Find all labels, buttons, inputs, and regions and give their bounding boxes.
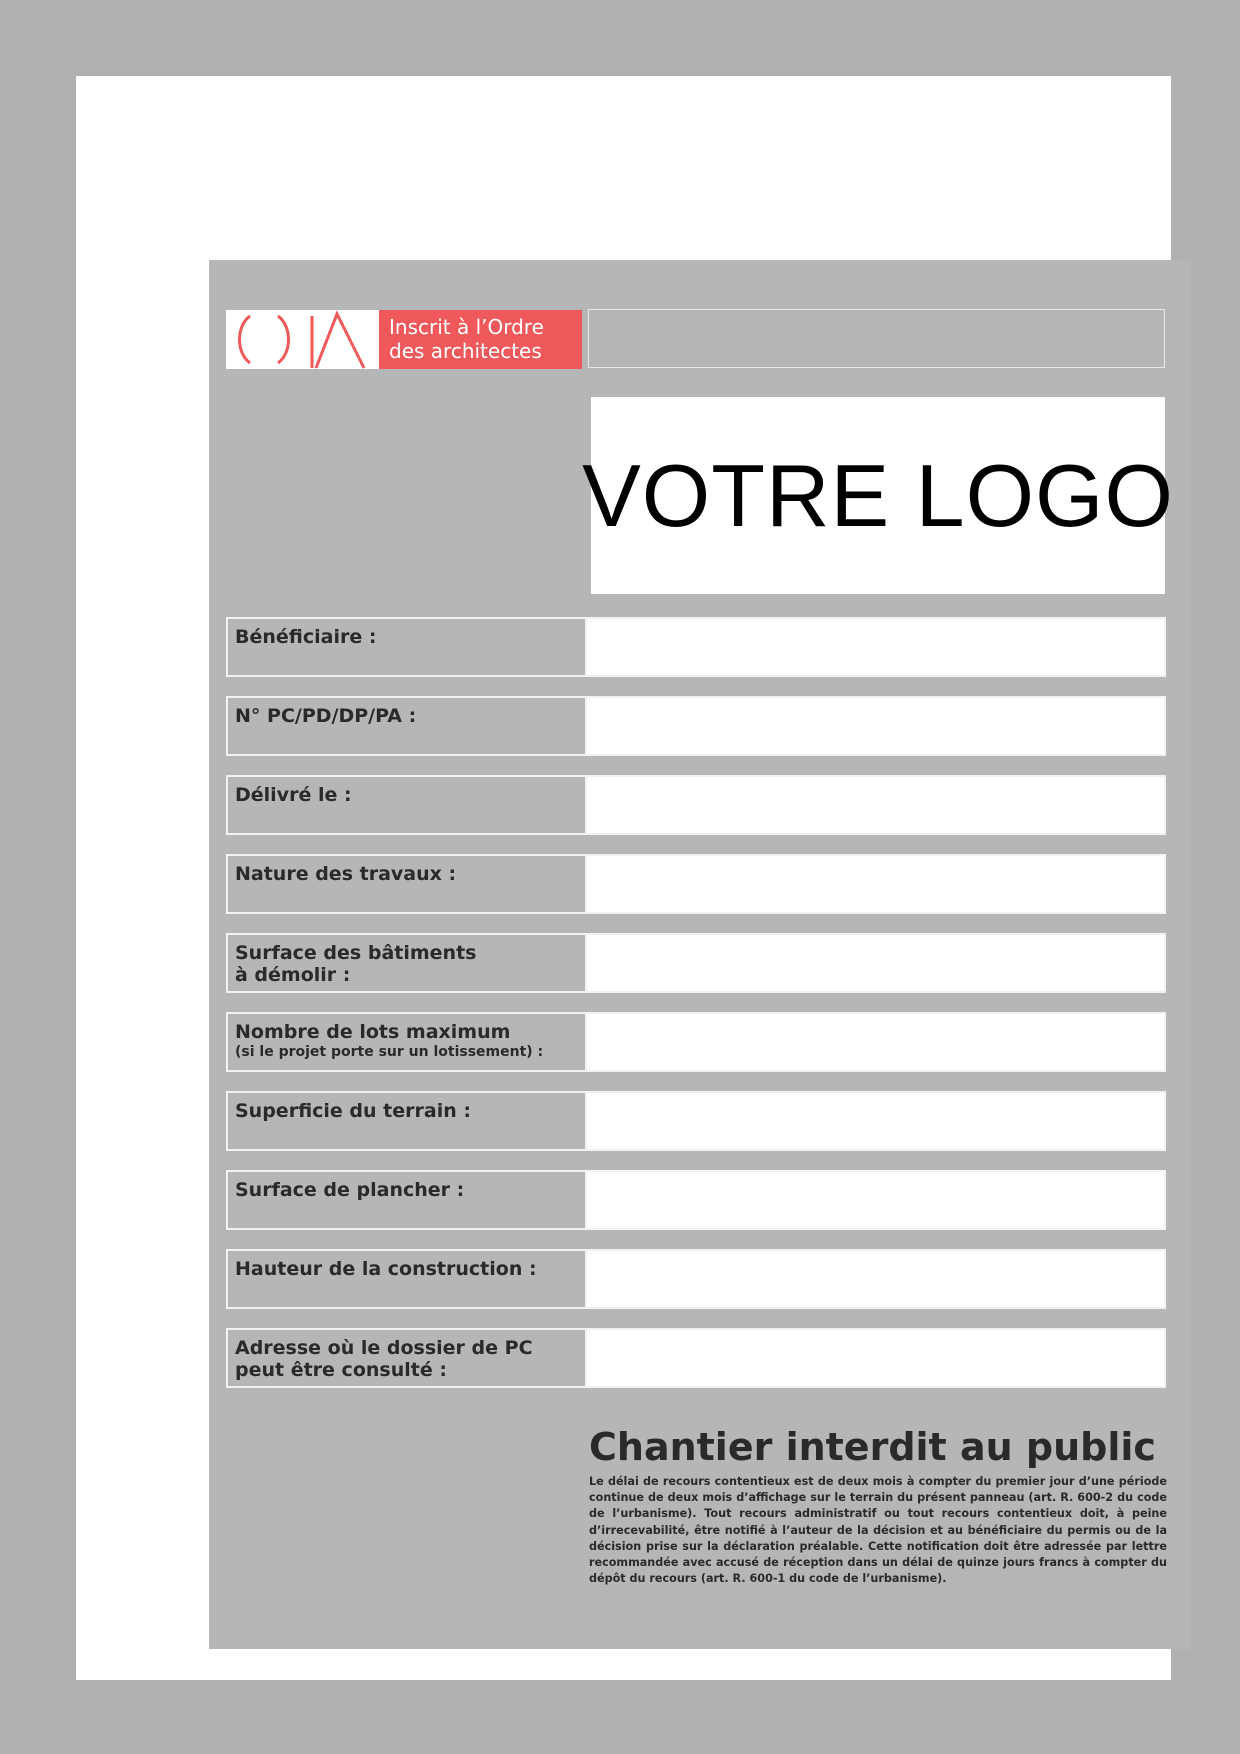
field-label: Nombre de lots maximum (si le projet porte sur un lotissement) :	[228, 1014, 587, 1070]
architect-name-box[interactable]	[588, 309, 1165, 368]
oa-text-line-2: des architectes	[389, 339, 542, 363]
field-value-nature-travaux[interactable]	[587, 856, 1164, 912]
notice-title: Chantier interdit au public	[589, 1425, 1156, 1469]
oa-monogram-icon	[226, 310, 379, 369]
field-surface-demolir	[226, 933, 1166, 993]
field-superficie-terrain	[226, 1091, 1166, 1151]
field-label: Hauteur de la construction :	[228, 1251, 587, 1307]
field-value-beneficiaire[interactable]	[587, 619, 1164, 675]
field-adresse-consultation	[226, 1328, 1166, 1388]
field-beneficiaire	[226, 617, 1166, 677]
oa-text-block	[379, 310, 582, 369]
field-value-hauteur-construction[interactable]	[587, 1251, 1164, 1307]
field-label: Délivré le :	[228, 777, 587, 833]
field-value-delivre-le[interactable]	[587, 777, 1164, 833]
field-value-surface-plancher[interactable]	[587, 1172, 1164, 1228]
field-label: Bénéficiaire :	[228, 619, 587, 675]
permit-sign-panel	[209, 260, 1191, 1649]
document-page	[76, 76, 1174, 1680]
field-value-superficie-terrain[interactable]	[587, 1093, 1164, 1149]
field-surface-plancher	[226, 1170, 1166, 1230]
field-value-numero-permis[interactable]	[587, 698, 1164, 754]
field-nombre-lots	[226, 1012, 1166, 1072]
field-label: Surface des bâtiments à démolir :	[228, 935, 587, 991]
notice-body: Le délai de recours contentieux est de deux mois à compter du premier jour d’une période continue de deux mois d’affichage sur le terrain du présent panneau (art. R. 600-2 du code de l’urbanisme). Tout recours administratif ou tout recours contentieux doit, à peine d’irrecevabilité, être notifié à l’auteur de la décision et au bénéficiaire du permis ou de la décision prise sur la déclaration préalable. Cette notification doit être adressée par lettre recommandée avec accusé de réception dans un délai de quinze jours francs à compter du dépôt du recours (art. R. 600-1 du code de l’urbanisme).	[589, 1475, 1167, 1586]
field-nature-travaux	[226, 854, 1166, 914]
field-label: Surface de plancher :	[228, 1172, 587, 1228]
ordre-architectes-logo	[226, 310, 582, 369]
field-delivre-le	[226, 775, 1166, 835]
field-hauteur-construction	[226, 1249, 1166, 1309]
field-numero-permis	[226, 696, 1166, 756]
field-label: Superficie du terrain :	[228, 1093, 587, 1149]
field-label: Nature des travaux :	[228, 856, 587, 912]
field-label: N° PC/PD/DP/PA :	[228, 698, 587, 754]
field-value-adresse-consultation[interactable]	[587, 1330, 1164, 1386]
field-value-surface-demolir[interactable]	[587, 935, 1164, 991]
logo-placeholder-box	[582, 397, 1174, 594]
field-label: Adresse où le dossier de PC peut être consulté :	[228, 1330, 587, 1386]
field-value-nombre-lots[interactable]	[587, 1014, 1164, 1070]
oa-text-line-1: Inscrit à l’Ordre	[389, 315, 544, 339]
logo-placeholder-text: VOTRE LOGO	[582, 445, 1174, 545]
